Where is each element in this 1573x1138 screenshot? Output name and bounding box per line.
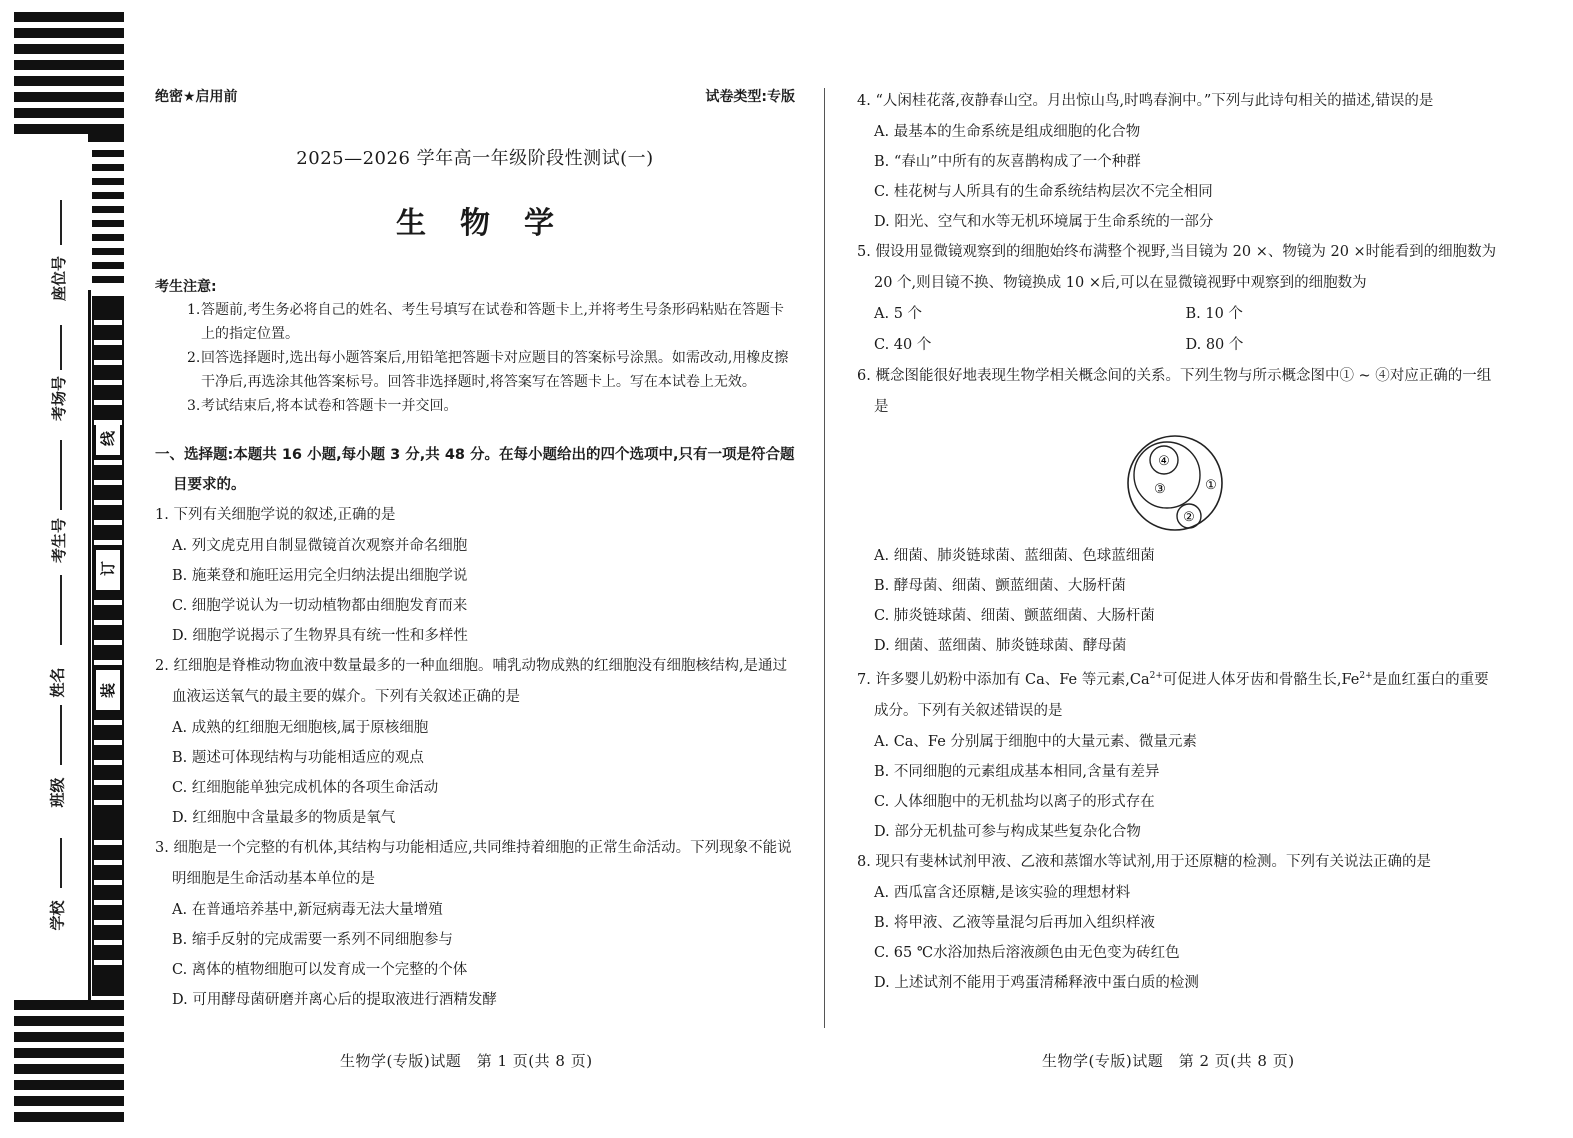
question-1-option-c: C. 细胞学说认为一切动植物都由细胞发育而来: [172, 598, 468, 614]
concept-diagram-svg: [1122, 433, 1232, 535]
circle-3: [1134, 442, 1200, 508]
question-4-option-c: C. 桂花树与人所具有的生命系统结构层次不完全相同: [874, 184, 1213, 200]
question-3-stem: 3. 细胞是一个完整的有机体,其结构与功能相适应,共同维持着细胞的正常生命活动。下列现象不能说明细胞是生命活动基本单位的是: [155, 840, 792, 887]
binding-strip: [0, 0, 130, 1138]
fill-line-3: [60, 440, 62, 510]
question-4-option-b: B. “春山”中所有的灰喜鹊构成了一个种群: [874, 154, 1141, 170]
question-1-option-a: A. 列文虎克用自制显微镜首次观察并命名细胞: [172, 538, 468, 554]
question-4-option-a: A. 最基本的生命系统是组成细胞的化合物: [874, 124, 1141, 140]
paper-type: 试卷类型:专版: [705, 89, 795, 105]
concept-diagram: [857, 423, 1497, 541]
question-1-option-d: D. 细胞学说揭示了生物界具有统一性和多样性: [172, 628, 468, 644]
notice-item: 1.答题前,考生务必将自己的姓名、考生号填写在试卷和答题卡上,并将考生号条形码粘贴在答题卡上的指定位置。: [187, 302, 784, 342]
diagram-label-4: ④: [1158, 454, 1170, 469]
exam-title: 2025—2026 学年高一年级阶段性测试(一): [296, 148, 654, 169]
confidential-mark: 绝密★启用前: [155, 89, 238, 105]
question-7-stem: 7. 许多婴儿奶粉中添加有 Ca、Fe 等元素$,Ca^{2+}$可促进人体牙齿和骨骼生长$,Fe^{2+}$是血红蛋白的重要成分。下列有关叙述错误的是: [857, 671, 1489, 719]
question-2-stem: 2. 红细胞是脊椎动物血液中数量最多的一种血细胞。哺乳动物成熟的红细胞没有细胞核结构,是通过血液运送氧气的最主要的媒介。下列有关叙述正确的是: [155, 658, 788, 705]
diagram-label-1: ①: [1205, 478, 1217, 493]
question-1-stem: 1. 下列有关细胞学说的叙述,正确的是: [155, 507, 396, 523]
question-7-option-d: D. 部分无机盐可参与构成某些复杂化合物: [874, 823, 1141, 840]
question-6-stem: 6. 概念图能很好地表现生物学相关概念间的关系。下列生物与所示概念图中① ~ ④对应正确的一组是: [857, 368, 1492, 415]
notice-item: 2.回答选择题时,选出每小题答案后,用铅笔把答题卡对应题目的答案标号涂黑。如需改动,用橡皮擦干净后,再选涂其他答案标号。回答非选择题时,将答案写在答题卡上。写在本试卷上无效。: [187, 350, 789, 390]
page-divider: [824, 88, 825, 1028]
question-5-stem: 5. 假设用显微镜观察到的细胞始终布满整个视野,当目镜为 20 ×、物镜为 20 ×时能看到的细胞数为 20 个,则目镜不换、物镜换成 10 ×后,可以在显微镜视野中观察到的细胞数为: [857, 244, 1497, 291]
notice-heading: 考生注意:: [155, 279, 217, 295]
question-8-option-b: B. 将甲液、乙液等量混匀后再加入组织样液: [874, 914, 1155, 931]
page-1: [155, 86, 795, 1015]
binding-mark-order: 订: [99, 560, 118, 577]
question-3-option-d: D. 可用酵母菌研磨并离心后的提取液进行酒精发酵: [172, 992, 497, 1008]
question-5-options-row-2: [857, 330, 1497, 361]
question-8-stem: 8. 现只有斐林试剂甲液、乙液和蒸馏水等试剂,用于还原糖的检测。下列有关说法正确的是: [857, 853, 1432, 870]
notice-item: 3.考试结束后,将本试卷和答题卡一并交回。: [187, 398, 458, 414]
fill-line-2: [60, 325, 62, 370]
page-1-header: [155, 86, 795, 106]
binding-mark-bind: 装: [99, 682, 118, 699]
name-label: 姓名: [48, 667, 67, 698]
question-5-option-a: A. 5 个: [874, 306, 923, 322]
question-8-option-d: D. 上述试剂不能用于鸡蛋清稀释液中蛋白质的检测: [874, 974, 1199, 991]
fill-line-5: [60, 705, 62, 765]
question-5-options-row-1: [857, 299, 1497, 330]
school-label: 学校: [48, 900, 67, 931]
fill-line-4: [60, 575, 62, 645]
question-2-option-b: B. 题述可体现结构与功能相适应的观点: [172, 750, 424, 766]
question-6-option-b: B. 酵母菌、细菌、颤蓝细菌、大肠杆菌: [874, 578, 1126, 594]
subject-title: 生物学: [396, 206, 588, 241]
fill-line-1: [60, 200, 62, 245]
question-2-option-d: D. 红细胞中含量最多的物质是氧气: [172, 810, 396, 826]
question-6-option-a: A. 细菌、肺炎链球菌、蓝细菌、色球蓝细菌: [874, 548, 1155, 564]
question-5-option-c: C. 40 个: [874, 337, 932, 353]
question-6-option-d: D. 细菌、蓝细菌、肺炎链球菌、酵母菌: [874, 638, 1127, 654]
class-label: 班级: [48, 777, 67, 808]
question-7-option-c: C. 人体细胞中的无机盐均以离子的形式存在: [874, 793, 1155, 810]
question-7-option-a: A. Ca、Fe 分别属于细胞中的大量元素、微量元素: [874, 733, 1197, 750]
question-4-stem: 4. “人闲桂花落,夜静春山空。月出惊山鸟,时鸣春涧中。”下列与此诗句相关的描述,错误的是: [857, 93, 1434, 109]
question-3-option-b: B. 缩手反射的完成需要一系列不同细胞参与: [172, 932, 453, 948]
question-7-option-b: B. 不同细胞的元素组成基本相同,含量有差异: [874, 763, 1160, 780]
seat-number-label: 座位号: [50, 255, 69, 302]
question-8-option-a: A. 西瓜富含还原糖,是该实验的理想材料: [874, 884, 1131, 901]
page-2-footer: 生物学(专版)试题 第 2 页(共 8 页): [1042, 1052, 1295, 1070]
question-5-option-d: D. 80 个: [1185, 337, 1244, 353]
page-1-footer: 生物学(专版)试题 第 1 页(共 8 页): [340, 1052, 593, 1070]
question-8-option-c: C. 65 ℃水浴加热后溶液颜色由无色变为砖红色: [874, 944, 1180, 961]
page-2: [857, 86, 1497, 998]
fill-line-6: [60, 838, 62, 888]
exam-room-label: 考场号: [50, 375, 69, 422]
notice-list: [155, 298, 795, 418]
diagram-label-2: ②: [1183, 510, 1195, 525]
question-2-option-c: C. 红细胞能单独完成机体的各项生命活动: [172, 780, 439, 796]
section-heading: 一、选择题:本题共 16 小题,每小题 3 分,共 48 分。在每小题给出的四个选项中,只有一项是符合题目要求的。: [155, 447, 795, 493]
question-3-option-c: C. 离体的植物细胞可以发育成一个完整的个体: [172, 962, 468, 978]
question-3-option-a: A. 在普通培养基中,新冠病毒无法大量增殖: [172, 902, 443, 918]
question-4-option-d: D. 阳光、空气和水等无机环境属于生命系统的一部分: [874, 214, 1214, 230]
question-6-option-c: C. 肺炎链球菌、细菌、颤蓝细菌、大肠杆菌: [874, 608, 1155, 624]
diagram-label-3: ③: [1154, 482, 1166, 497]
candidate-number-label: 考生号: [50, 517, 69, 564]
question-1-option-b: B. 施莱登和施旺运用完全归纳法提出细胞学说: [172, 568, 468, 584]
question-5-option-b: B. 10 个: [1185, 306, 1243, 322]
question-2-option-a: A. 成熟的红细胞无细胞核,属于原核细胞: [172, 720, 429, 736]
binding-mark-line: 线: [99, 430, 118, 447]
